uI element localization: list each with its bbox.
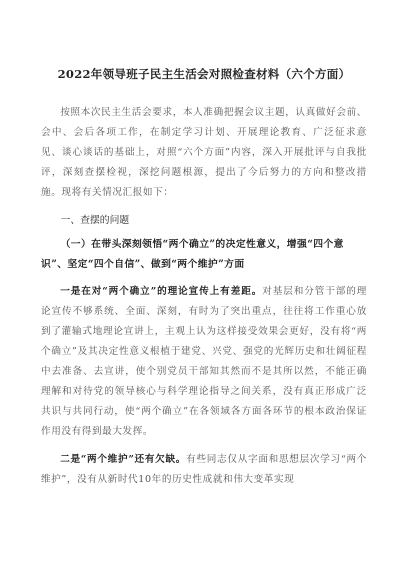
- document-title: 2022年领导班子民主生活会对照检查材料（六个方面）: [57, 67, 351, 81]
- paragraph-2-body: 有些同志仅从字面和思想层次学习“两个维护”，没有从新时代10年的历史性成就和伟大变革实现: [41, 454, 367, 485]
- section-heading: 一、查摆的问题: [60, 215, 130, 226]
- body-paragraph-2: [41, 450, 367, 490]
- subsection-heading: （一）在带头深刻领悟“两个确立”的决定性意义，增强“四个意识”、坚定“四个自信”、做到“两个维护”方面: [41, 239, 344, 270]
- paragraph-2-lead: 二是“两个维护”还有欠缺。: [60, 454, 187, 465]
- intro-paragraph: 按照本次民主生活会要求，本人准确把握会议主题，认真做好会前、会中、会后各项工作，在制定学习计划、开展理论教育、广泛征求意见、谈心谈话的基础上，对照“六个方面”内容，深入开展批评与自我批评，深刻查摆检视，深挖问题根源，提出了今后努力的方向和整改措施。现将有关情况汇报如下：: [41, 107, 367, 198]
- paragraph-1-body: 对基层和分管干部的理论宣传不够系统、全面、深刻，有时为了突出重点，往往将工作重心放到了灌输式地理论宣讲上，主观上认为这样接受效果会更好，没有将“两个确立”及其决定性意义根植于建党、兴党、强党的光辉历史和壮阔征程中去准备、去宣讲，使个别党员干部知其然而不是其所以然，不能正确理解和对待党的领导核心与科学理论指导之间关系，没有真正形成广泛共识与共同行动，使“两个确立”在各领域各方面各环节的根本政治保证作用没有得到最大发挥。: [41, 286, 367, 437]
- paragraph-1-lead: 一是在对“两个确立”的理论宣传上有差距。: [60, 286, 263, 297]
- body-paragraph-1: [41, 282, 367, 442]
